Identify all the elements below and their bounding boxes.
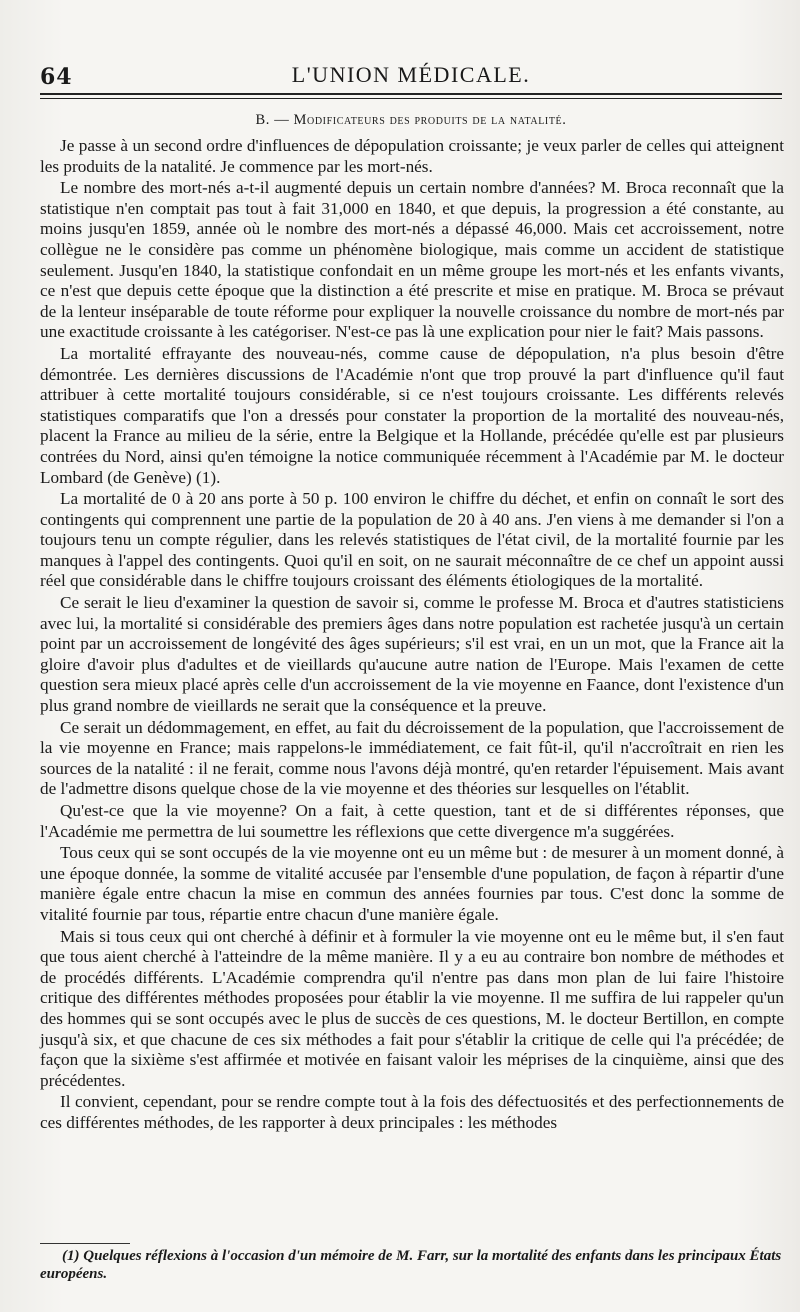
section-prefix: B. — xyxy=(255,112,294,128)
paragraph: Le nombre des mort-nés a-t-il augmenté depuis un certain nombre d'années? M. Broca reconnaît que la statistique n'en comptait pas tout à fait 31,000 en 1840, et que depuis, la progression a été constante, au moins jusqu'en 1859, année où le nombre des mort-nés a dépassé 46,000. Mais cet accroissement, notre collègue ne le considère pas comme un phénomène biologique, mais comme un accident de statistique seulement. Jusqu'en 1840, la statistique confondait en un même groupe les mort-nés et les enfants vivants, ce n'est que depuis cette époque que la distinction a été prescrite et mise en pratique. M. Broca se prévaut de la lenteur inséparable de toute réforme pour expliquer la nouvelle croissance du nombre de mort-nés par une exactitude croissante à les catégoriser. N'est-ce pas là une explication pour nier le fait? Mais passons. xyxy=(40,178,784,342)
paragraph: Je passe à un second ordre d'influences de dépopulation croissante; je veux parler de celles qui atteignent les produits de la natalité. Je commence par les mort-nés. xyxy=(40,136,784,176)
paragraph: La mortalité effrayante des nouveau-nés, comme cause de dépopulation, n'a plus besoin d'être démontrée. Les dernières discussions de l'Académie n'ont que trop prouvé la part d'influence qu'il faut attribuer à cette mortalité toujours considérable, si ce n'est toujours croissante. Les différents relevés statistiques comparatifs que l'on a dressés pour constater la proportion de la mortalité des nouveau-nés, placent la France au milieu de la série, entre la Belgique et la Hollande, précédée qu'elle est par plusieurs contrées du Nord, ainsi qu'en témoigne la notice communiquée récemment à l'Académie par M. le docteur Lombard (de Genève) (1). xyxy=(40,343,784,487)
footnote-rule xyxy=(40,1243,130,1244)
paragraph: Ce serait le lieu d'examiner la question de savoir si, comme le professe M. Broca et d'autres statisticiens avec lui, la mortalité si considérable des premiers âges dans notre population est rachetée jusqu'à un certain point par un accroissement de longévité des âges supérieurs; s'il est vrai, en un un mot, que la France ait la gloire d'avoir plus d'adultes et de vieillards qu'aucune autre nation de l'Europe. Mais l'examen de cette question sera mieux placé après celle d'un accroissement de la vie moyenne en Faance, dont l'existence d'un plus grand nombre de vieillards ne serait que la conséquence et la preuve. xyxy=(40,593,784,716)
section-heading xyxy=(40,112,782,129)
page-number: 64 xyxy=(40,64,73,90)
paragraph: Mais si tous ceux qui ont cherché à définir et à formuler la vie moyenne ont eu le même but, il s'en faut que tous aient cherché à l'atteindre de la même manière. Il y a eu au contraire bon nombre de méthodes et de procédés différents. L'Académie comprendra qu'il n'entre pas dans mon plan de lui faire l'histoire critique des différentes méthodes proposées pour établir la vie moyenne. Il me suffira de lui rappeler qu'un des hommes qui se sont occupés avec le plus de succès de ces questions, M. le docteur Bertillon, en compte jusqu'à six, et que chacune de ces six méthodes a fait pour s'établir la critique de celle qui l'a précédée; de façon que la sixième s'est affirmée et motivée en faisant valoir les méprises de la cinquième, ainsi que des précédentes. xyxy=(40,926,784,1090)
paragraph: Qu'est-ce que la vie moyenne? On a fait, à cette question, tant et de si différentes réponses, que l'Académie me permettra de lui soumettre les réflexions que cette divergence m'a suggérées. xyxy=(40,801,784,841)
paragraph: Tous ceux qui se sont occupés de la vie moyenne ont eu un même but : de mesurer à un moment donné, à une époque donnée, la somme de vitalité accusée par l'ensemble d'une population, de façon à répartir d'une manière égale entre chacun la mise en commun des années fournies par tous. C'est donc la somme de vitalité fournie par tous, répartie entre chacun d'une manière égale. xyxy=(40,843,784,924)
paragraph: La mortalité de 0 à 20 ans porte à 50 p. 100 environ le chiffre du déchet, et enfin on connaît le sort des contingents qui comprennent une partie de la population de 20 à 40 ans. J'en viens à me demander si l'on a toujours tenu un compte régulier, dans les relevés statistiques de l'état civil, de la mortalité fournie par les manques à l'appel des contingents. Quoi qu'il en soit, on ne saurait méconnaître de ce chef un appoint aussi réel que considérable dans le chiffre toujours croissant des éléments étiologiques de la mortalité. xyxy=(40,489,784,591)
footnote: (1) Quelques réflexions à l'occasion d'un mémoire de M. Farr, sur la mortalité des enfants dans les principaux États européens. xyxy=(40,1248,782,1282)
header-rule xyxy=(40,93,782,99)
body-text xyxy=(40,136,784,1135)
paragraph: Ce serait un dédommagement, en effet, au fait du décroissement de la population, que l'accroissement de la vie moyenne en France; mais rappelons-le immédiatement, ce fait fût-il, qu'il n'accroîtrait en rien les sources de la natalité : il ne ferait, comme nous l'avons déjà montré, qu'en retarder l'épuisement. Mais avant de l'admettre disons quelque chose de la vie moyenne et des théories sur lesquelles on l'établit. xyxy=(40,717,784,799)
section-title: Modificateurs des produits de la natalité. xyxy=(293,112,567,128)
journal-title: L'UNION MÉDICALE. xyxy=(291,62,531,87)
page-header xyxy=(40,58,782,92)
paragraph: Il convient, cependant, pour se rendre compte tout à la fois des défectuosités et des perfectionnements de ces différentes méthodes, de les rapporter à deux principales : les méthodes xyxy=(40,1092,784,1132)
